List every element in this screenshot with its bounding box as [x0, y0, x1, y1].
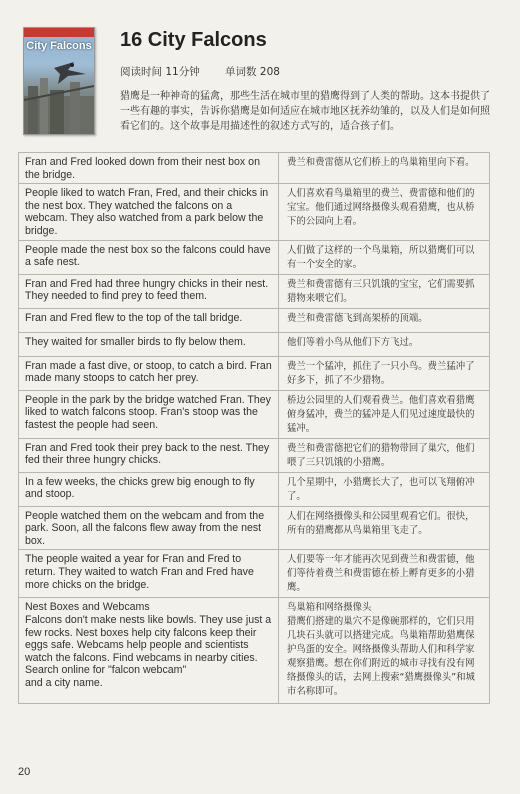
table-row [19, 240, 490, 274]
book-cover-image [23, 27, 95, 135]
chinese-text-cell: 他们等着小鸟从他们下方飞过。 [279, 332, 490, 356]
english-text-cell: Nest Boxes and Webcams Falcons don't make nests like bowls. They use just a few rocks. Nest boxes help city falcons keep their eggs safe. Webcams help people and scientists watch the falcons. Find webcams in nearby cities. Search online for "falcon webcam" and a city name. [19, 598, 279, 704]
chinese-text-cell: 人们喜欢看鸟巢箱里的费兰、费雷德和他们的宝宝。他们通过网络摄像头观看猎鹰，也从桥下的公园向上看。 [279, 184, 490, 240]
chinese-text-cell: 费兰和费雷德飞到高架桥的顶端。 [279, 308, 490, 332]
english-text-cell: Fran and Fred looked down from their nest box on the bridge. [19, 153, 279, 184]
chinese-text-cell: 费兰和费雷德把它们的猎物带回了巢穴，他们喂了三只饥饿的小猎鹰。 [279, 438, 490, 472]
chinese-text-cell: 鸟巢箱和网络摄像头 猎鹰们搭建的巢穴不是像碗那样的，它们只用几块石头就可以搭建完成。鸟巢箱帮助猎鹰保护鸟蛋的安全。网络摄像头帮助人们和科学家观察猎鹰。想在你们附近的城市寻找有没有网络摄像头的话，去网上搜索“猎鹰摄像头”和城市名称即可。 [279, 598, 490, 704]
chinese-text-cell: 费兰和费雷德有三只饥饿的宝宝，它们需要抓猎物来喂它们。 [279, 274, 490, 308]
english-text-cell: The people waited a year for Fran and Fred to return. They waited to watch Fran and Fred have more chicks on the bridge. [19, 550, 279, 598]
english-text-cell: Fran and Fred flew to the top of the tall bridge. [19, 308, 279, 332]
chinese-text-cell: 人们在网络摄像头和公园里观看它们。很快，所有的猎鹰都从鸟巢箱里飞走了。 [279, 506, 490, 550]
english-text-cell: People made the nest box so the falcons could have a safe nest. [19, 240, 279, 274]
english-text-cell: People liked to watch Fran, Fred, and their chicks in the nest box. They watched the falcons on a webcam. They also watched from a park below the bridge. [19, 184, 279, 240]
table-row [19, 438, 490, 472]
cover-band [24, 28, 94, 37]
table-row [19, 274, 490, 308]
table-row [19, 472, 490, 506]
word-count: 单词数 208 [225, 66, 280, 78]
bilingual-text-table [18, 152, 490, 704]
english-text-cell: People in the park by the bridge watched Fran. They liked to watch falcons stoop. Fran's stoop was the fastest the people had seen. [19, 390, 279, 438]
chapter-intro: 猎鹰是一种神奇的猛禽，那些生活在城市里的猎鹰得到了人类的帮助。这本书提供了一些有趣的事实，告诉你猎鹰是如何适应在城市地区抚养幼雏的，以及人们是如何照看它们的。这个故事是用描述性的叙述方式写的，适合孩子们。 [120, 91, 490, 132]
chinese-text-cell: 几个星期中，小猎鹰长大了，也可以飞翔俯冲了。 [279, 472, 490, 506]
chinese-text-cell: 费兰和费雷德从它们桥上的鸟巢箱里向下看。 [279, 153, 490, 184]
chinese-text-cell: 人们要等一年才能再次见到费兰和费雷德，他们等待着费兰和费雷德在桥上孵育更多的小猎鹰。 [279, 550, 490, 598]
table-row [19, 506, 490, 550]
english-text-cell: In a few weeks, the chicks grew big enough to fly and stoop. [19, 472, 279, 506]
chapter-title: 16 City Falcons [120, 29, 267, 51]
english-text-cell: People watched them on the webcam and from the park. Soon, all the falcons flew away from the nest box. [19, 506, 279, 550]
table-row [19, 184, 490, 240]
table-row [19, 356, 490, 390]
english-text-cell: They waited for smaller birds to fly below them. [19, 332, 279, 356]
reading-time: 阅读时间 11分钟 [120, 66, 200, 78]
english-text-cell: Fran made a fast dive, or stoop, to catch a bird. Fran made many stoops to catch her prey. [19, 356, 279, 390]
falcon-illustration [24, 56, 94, 134]
english-text-cell: Fran and Fred had three hungry chicks in their nest. They needed to find prey to feed them. [19, 274, 279, 308]
english-text-cell: Fran and Fred took their prey back to the nest. They fed their three hungry chicks. [19, 438, 279, 472]
chapter-meta [120, 64, 302, 79]
table-row [19, 390, 490, 438]
page-number: 20 [18, 766, 31, 778]
chinese-text-cell: 费兰一个猛冲，抓住了一只小鸟。费兰猛冲了好多下，抓了不少猎物。 [279, 356, 490, 390]
cover-title: City Falcons [26, 40, 92, 52]
chinese-text-cell: 人们做了这样的一个鸟巢箱，所以猎鹰们可以有一个安全的家。 [279, 240, 490, 274]
table-row [19, 153, 490, 184]
chinese-text-cell: 桥边公园里的人们观看费兰。他们喜欢看猎鹰俯身猛冲，费兰的猛冲是人们见过速度最快的猛冲。 [279, 390, 490, 438]
table-row [19, 550, 490, 598]
table-row [19, 308, 490, 332]
table-row [19, 332, 490, 356]
table-row [19, 598, 490, 704]
